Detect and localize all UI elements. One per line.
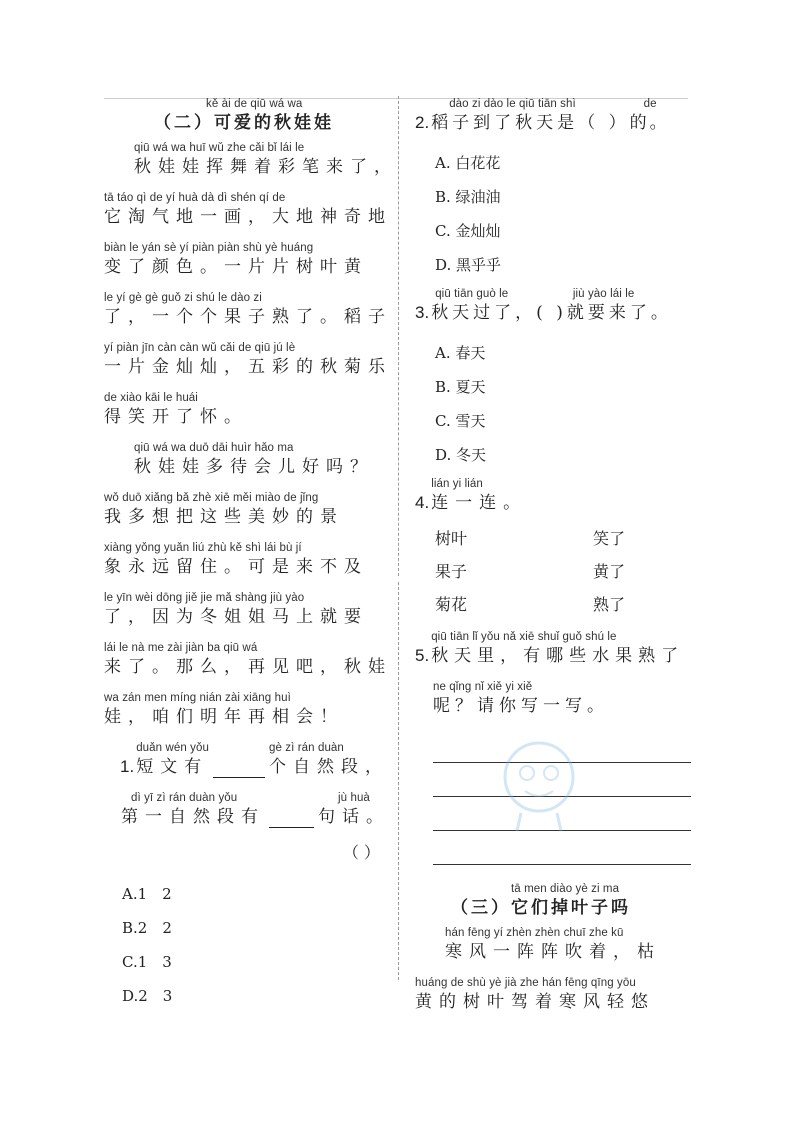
passage-line: [104, 190, 390, 228]
question-text: 短文有: [136, 757, 209, 777]
passage-line: [104, 540, 390, 578]
pinyin: jiù yào lái le: [572, 288, 635, 300]
passage-line: [104, 240, 390, 278]
pinyin: huáng de shù yè jià zhe hán fēng qīng yōu: [415, 977, 636, 989]
pinyin: hán fēng yí zhèn zhèn chuī zhe kū: [445, 927, 624, 939]
match-left-item[interactable]: 菊花: [435, 595, 468, 614]
passage-text: 变了颜色。一片片树叶黄: [104, 257, 368, 277]
match-right-item[interactable]: 笑了: [593, 529, 626, 548]
option-b[interactable]: B.2 2: [122, 919, 172, 937]
option-c[interactable]: C.1 3: [122, 953, 172, 971]
pinyin: de xiào kāi le huái: [104, 392, 198, 404]
passage-text: 秋娃娃多待会儿好吗？: [134, 457, 374, 477]
question-4: [415, 476, 690, 615]
passage-text: 我多想把这些美妙的景: [104, 507, 344, 527]
pinyin: wa zán men míng nián zài xiāng huì: [104, 692, 291, 704]
pinyin: le yīn wèi dōng jiě jie mǎ shàng jiù yào: [104, 592, 305, 604]
pinyin: duǎn wén yǒu: [136, 742, 209, 754]
pinyin: ne qǐng nǐ xiě yi xiě: [433, 681, 533, 693]
question-text: 呢？请你写一写。: [433, 696, 609, 716]
title-text: （二）可爱的秋娃娃: [154, 113, 334, 133]
question-number: 5.: [415, 646, 430, 665]
pinyin: kě ài de qiū wá wa: [206, 98, 303, 110]
passage-text: 秋娃娃挥舞着彩笔来了，: [134, 157, 398, 177]
passage-line: [104, 640, 390, 678]
pinyin: qiū wá wa huī wǔ zhe cǎi bǐ lái le: [134, 142, 305, 154]
pinyin: tā men diào yè zi ma: [511, 883, 620, 895]
pinyin: wǒ duō xiǎng bǎ zhè xiē měi miào de jǐng: [104, 492, 319, 504]
pinyin: lái le nà me zài jiàn ba qiū wá: [104, 642, 258, 654]
question-text: 稻子到了秋天是（ ）: [431, 113, 630, 133]
section-3-title: [415, 881, 690, 919]
passage-text: 了，一个个果子熟了。稻子: [104, 307, 392, 327]
passage-text: 寒风一阵阵吹着，枯: [445, 942, 661, 962]
pinyin: lián yi lián: [431, 478, 483, 490]
option-b[interactable]: B. 绿油油: [435, 188, 501, 206]
pinyin: qiū wá wa duō dāi huìr hǎo ma: [134, 442, 294, 454]
match-right-item[interactable]: 黄了: [593, 562, 626, 581]
passage-3: [415, 925, 690, 1013]
option-a[interactable]: A. 白花花: [435, 154, 501, 172]
passage-line: [415, 975, 690, 1013]
option-b[interactable]: B. 夏天: [435, 378, 486, 396]
pinyin: dào zi dào le qiū tiān shì: [449, 98, 576, 110]
passage-text: 得笑开了怀。: [104, 407, 248, 427]
question-text: 连一连。: [431, 493, 528, 513]
writing-area: [415, 729, 690, 865]
passage-text: 它淘气地一画，大地神奇地: [104, 207, 392, 227]
match-left-item[interactable]: 树叶: [435, 529, 468, 548]
passage-line: [415, 925, 690, 963]
passage-text: 娃，咱们明年再相会！: [104, 707, 344, 727]
pinyin: le yí gè gè guǒ zi shú le dào zi: [104, 292, 262, 304]
match-right-item[interactable]: 熟了: [593, 595, 626, 614]
option-d[interactable]: D. 黑乎乎: [435, 256, 502, 274]
answer-blank[interactable]: [213, 761, 265, 778]
question-text: 就要来了。: [566, 303, 672, 323]
question-3: [415, 286, 690, 472]
question-text: 秋天过了，( ): [431, 303, 567, 323]
question-text: 秋天里，有哪些水果熟了: [431, 646, 685, 666]
option-a[interactable]: A.1 2: [122, 885, 172, 903]
title-text: （三）它们掉叶子吗: [451, 898, 631, 918]
option-c[interactable]: C. 雪天: [435, 412, 486, 430]
left-column: [104, 96, 398, 1013]
option-a[interactable]: A. 春天: [435, 344, 486, 362]
answer-blank[interactable]: [269, 811, 314, 828]
passage-line: [104, 490, 390, 528]
answer-parentheses[interactable]: （ ）: [342, 843, 380, 862]
pinyin: de: [643, 98, 657, 110]
passage-2: [104, 140, 398, 728]
option-c[interactable]: C. 金灿灿: [435, 222, 501, 240]
question-5: [415, 629, 690, 865]
passage-text: 黄的树叶驾着寒风轻悠: [415, 992, 655, 1012]
question-number: 3.: [415, 303, 430, 322]
pinyin: qiū tiān lǐ yǒu nǎ xiē shuǐ guǒ shú le: [431, 631, 617, 643]
pinyin: tā táo qì de yí huà dà dì shén qí de: [104, 192, 286, 204]
option-d[interactable]: D. 冬天: [435, 446, 487, 464]
option-d[interactable]: D.2 3: [122, 987, 173, 1005]
question-text: 第一自然段有: [121, 807, 265, 827]
mascot-watermark-icon: [495, 735, 583, 835]
column-divider-lower: [398, 582, 399, 980]
passage-line: [104, 440, 390, 478]
question-text: 个自然段，: [269, 757, 389, 777]
passage-text: 来了。那么，再见吧，秋娃: [104, 657, 392, 677]
question-text: 句话。: [318, 807, 390, 827]
pinyin: biàn le yán sè yí piàn piàn shù yè huáng: [104, 242, 314, 254]
passage-line: [104, 140, 398, 178]
pinyin: xiàng yǒng yuǎn liú zhù kě shì lái bù jí: [104, 542, 302, 554]
passage-text: 一片金灿灿，五彩的秋菊乐: [104, 357, 392, 377]
passage-line: [104, 340, 390, 378]
question-text: 的。: [629, 113, 670, 133]
passage-line: [104, 290, 390, 328]
writing-line[interactable]: [433, 831, 691, 865]
section-2-title: [104, 96, 390, 134]
pinyin: yí piàn jīn càn càn wǔ cǎi de qiū jú lè: [104, 342, 296, 354]
pinyin: gè zì rán duàn: [269, 742, 344, 754]
column-divider: [398, 96, 399, 576]
passage-line: [104, 590, 390, 628]
pinyin: dì yī zì rán duàn yǒu: [131, 792, 238, 804]
question-number: 2.: [415, 113, 430, 132]
question-1: [104, 740, 390, 1013]
matching-grid: [415, 526, 690, 615]
question-number: 4.: [415, 493, 430, 512]
pinyin: qiū tiān guò le: [435, 288, 509, 300]
right-column: [415, 96, 690, 1025]
passage-line: [104, 390, 390, 428]
pinyin: jù huà: [338, 792, 370, 804]
match-left-item[interactable]: 果子: [435, 562, 468, 581]
passage-line: [104, 690, 390, 728]
passage-text: 象永远留住。可是来不及: [104, 557, 368, 577]
passage-text: 了，因为冬姐姐马上就要: [104, 607, 368, 627]
question-number: 1.: [120, 757, 135, 776]
question-2: [415, 96, 690, 282]
